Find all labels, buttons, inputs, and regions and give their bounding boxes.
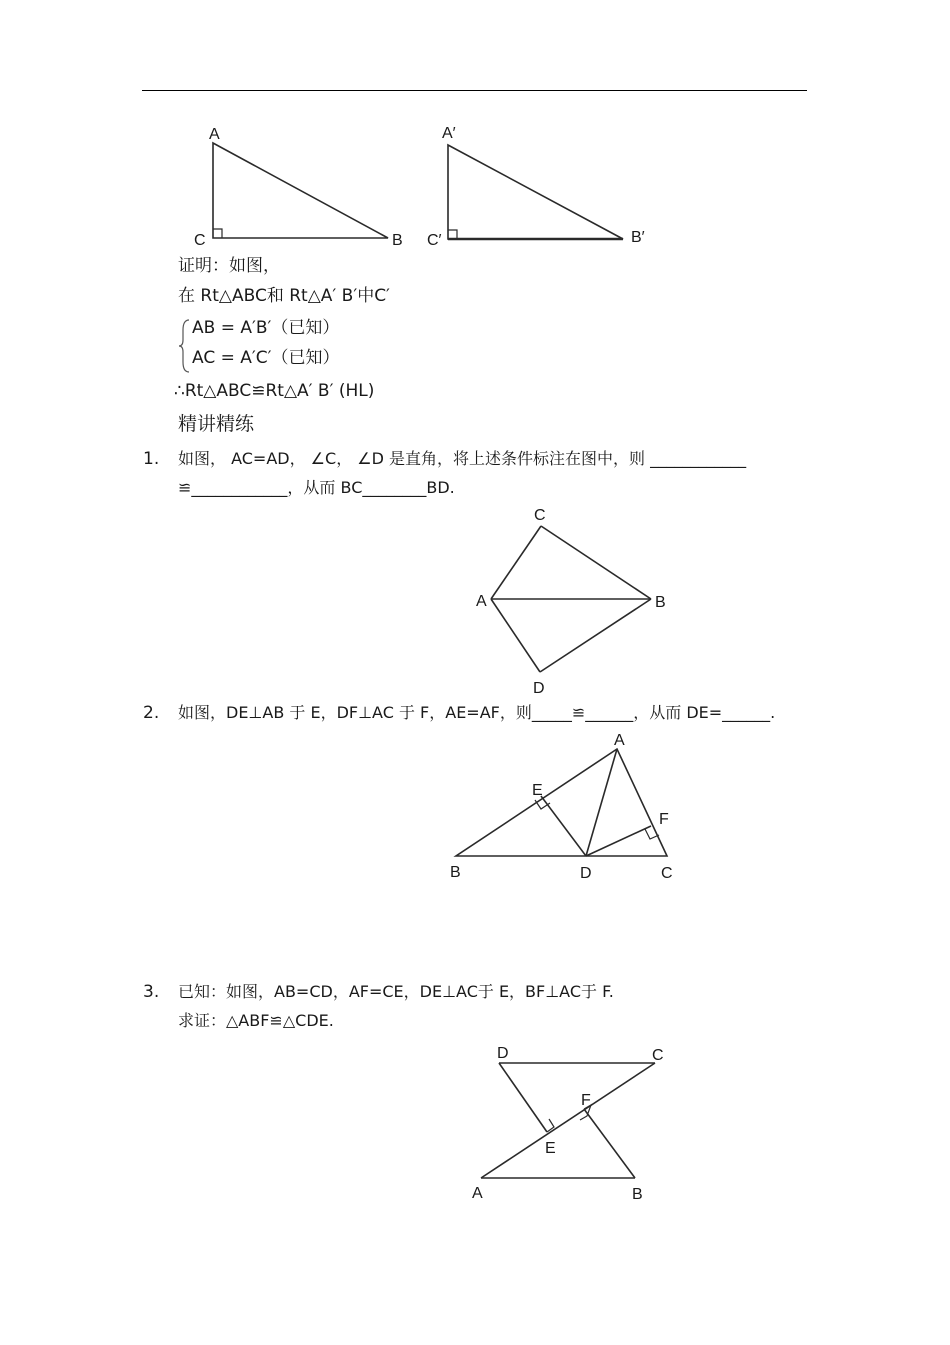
triangle-a-prime-b-prime-c-prime [427,125,645,249]
label-b: B [392,232,403,249]
problem-3-line-2: 求证：△ABF≌△CDE. [178,1011,334,1030]
label-a-prime: A′ [442,125,456,142]
proof-line-1: 证明：如图， [178,256,280,276]
label-f: F [581,1092,591,1109]
label-f: F [659,811,669,828]
problem-1-number: 1. [143,449,160,469]
label-b-prime: B′ [631,229,645,246]
section-title: 精讲精练 [178,413,255,435]
proof-conclusion: ∴Rt△ABC≌Rt△A′ B′ (HL) [174,381,375,401]
problem-1-line-1: 如图， AC=AD， ∠C， ∠D 是直角，将上述条件标注在图中，则 ____________ [178,449,747,468]
problem-2-line-1: 如图，DE⊥AB 于 E，DF⊥AC 于 F，AE=AF，则_____≌______，从而 DE=______. [178,703,776,722]
label-c: C [652,1047,664,1064]
proof-condition-2: AC = A′C′（已知） [192,348,340,368]
label-c: C [661,865,673,882]
figure-problem-1 [476,507,666,697]
problem-1-line-2: ≌____________，从而 BC________BD. [178,478,455,497]
proof-condition-1: AB = A′B′（已知） [192,318,340,338]
label-c: C [194,232,206,249]
label-b: B [655,594,666,611]
label-a: A [472,1185,483,1202]
label-a: A [476,593,487,610]
label-b: B [450,864,461,881]
label-b: B [632,1186,643,1203]
label-e: E [545,1140,556,1157]
triangle-abc [194,126,403,249]
label-d: D [533,680,545,697]
figure-problem-2 [450,732,673,882]
label-c-prime: C′ [427,232,442,249]
brace-symbol [178,318,192,374]
problem-3-number: 3. [143,982,160,1002]
proof-line-2: 在 Rt△ABC和 Rt△A′ B′中C′ [178,286,390,306]
label-d: D [497,1045,509,1062]
label-a: A [614,732,625,749]
problem-3-line-1: 已知：如图，AB=CD，AF=CE，DE⊥AC于 E，BF⊥AC于 F. [178,982,614,1001]
label-c: C [534,507,546,524]
problem-2-number: 2. [143,703,160,723]
label-d: D [580,865,592,882]
label-a: A [209,126,220,143]
label-e: E [532,782,543,799]
figure-problem-3 [472,1045,664,1203]
